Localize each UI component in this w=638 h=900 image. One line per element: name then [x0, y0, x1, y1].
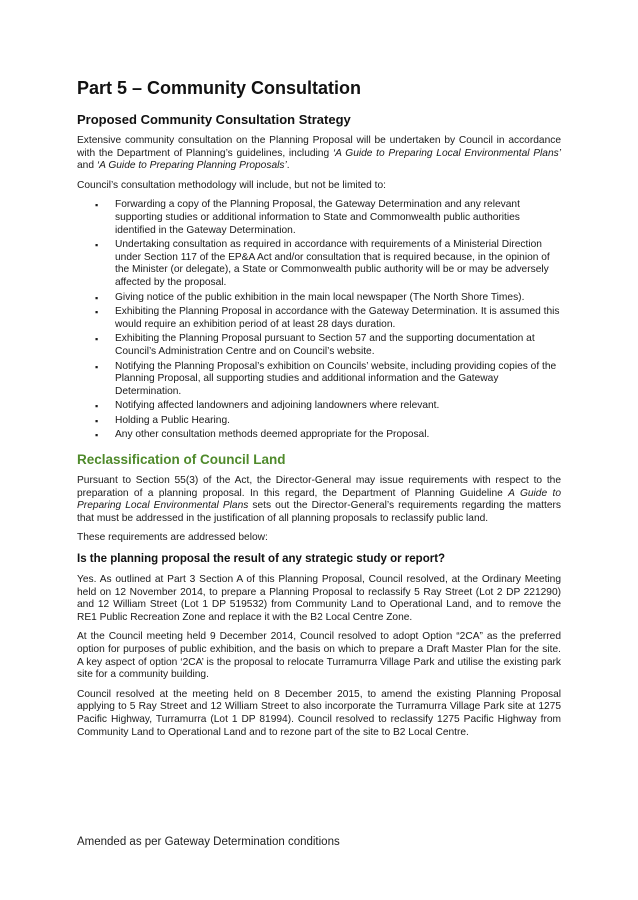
consultation-list — [77, 199, 561, 442]
reclass-para-2: These requirements are addressed below: — [77, 532, 268, 544]
bullet-icon: ▪ — [95, 401, 99, 412]
list-item: ▪ Exhibiting the Planning Proposal pursuant to Section 57 and the supporting documentation at Council’s Administration Centre and on Council’s website. — [95, 333, 535, 357]
bullet-icon: ▪ — [95, 307, 99, 318]
bullet-icon: ▪ — [95, 334, 99, 345]
bullet-icon: ▪ — [95, 200, 99, 211]
document-body — [77, 78, 561, 746]
reclass-heading: Reclassification of Council Land — [77, 452, 286, 468]
list-item: ▪ Exhibiting the Planning Proposal in accordance with the Gateway Determination. It is assumed this would require an exhibition period of at least 28 days duration. — [95, 306, 560, 330]
bullet-icon: ▪ — [95, 415, 99, 426]
question-heading: Is the planning proposal the result of any strategic study or report? — [77, 553, 446, 566]
question-para-3: Council resolved at the meeting held on 8 December 2015, to amend the existing Planning Proposal applying to 5 Ray Street and 12 William Street to also incorporate the Turramurra Village Park site at 1275 Pacific Highway, Turramurra (Lot 1 DP 81994). Council resolved to reclassify 1275 Pacific Highway from Community Land to Operational Land and to rezone part of the site to B2 Local Centre. — [77, 688, 561, 738]
strategy-intro: Extensive community consultation on the Planning Proposal will be undertaken by Council in accordance with the Department of Planning’s guidelines, including ‘A Guide to Preparing Local Environmental Plans’ and ‘A Guide to Preparing Planning Proposals’. — [77, 135, 561, 172]
part-title: Part 5 – Community Consultation — [77, 78, 362, 98]
strategy-heading: Proposed Community Consultation Strategy — [77, 112, 351, 127]
list-item: ▪ Holding a Public Hearing. — [95, 414, 230, 426]
guide-title-lep-2: A Guide to Preparing Local Environmental Plans — [77, 487, 561, 512]
list-item: ▪ Forwarding a copy of the Planning Proposal, the Gateway Determination and any relevant supporting studies or additional information to State and Commonwealth public authorities identified in the Gateway Determination. — [95, 199, 520, 236]
list-item: ▪ Undertaking consultation as required in accordance with requirements of a Ministerial Direction under Section 117 of the EP&A Act and/or consultation that is required because, in the opinion of the Minister (or delegate), a State or Commonwealth public authority will be or may be adversely affected by the proposal. — [95, 239, 550, 288]
question-para-2: At the Council meeting held 9 December 2014, Council resolved to adopt Option “2CA” as the preferred option for purposes of public exhibition, and the basis on which to prepare a Draft Master Plan for the site. A key aspect of option ‘2CA’ is the proposal to relocate Turramurra Village Park and utilise the existing park site for a community building. — [77, 631, 561, 681]
bullet-icon: ▪ — [95, 361, 99, 372]
list-item: ▪ Any other consultation methods deemed appropriate for the Proposal. — [95, 429, 430, 441]
guide-title-pp: ‘A Guide to Preparing Planning Proposals’ — [96, 160, 287, 172]
bullet-icon: ▪ — [95, 292, 99, 303]
list-item: ▪ Notifying affected landowners and adjoining landowners where relevant. — [95, 400, 440, 412]
list-item: ▪ Giving notice of the public exhibition in the main local newspaper (The North Shore Times). — [95, 291, 525, 303]
question-para-1: Yes. As outlined at Part 3 Section A of this Planning Proposal, Council resolved, at the Ordinary Meeting held on 12 November 2014, to prepare a Planning Proposal to reclassify 5 Ray Street (Lot 2 DP 221290) and 12 William Street (Lot 1 DP 519532) from Community Land to Operational Land, and to remove the RE1 Public Recreation Zone and replace it with the B2 Local Centre Zone. — [77, 574, 561, 623]
list-item: ▪ Notifying the Planning Proposal’s exhibition on Councils’ website, including providing copies of the Planning Proposal, all supporting studies and additional information and the Gateway Determination. — [95, 360, 557, 397]
page-footer: Amended as per Gateway Determination conditions — [77, 836, 340, 848]
method-lead: Council’s consultation methodology will include, but not be limited to: — [77, 179, 387, 191]
bullet-icon: ▪ — [95, 240, 99, 251]
bullet-icon: ▪ — [95, 430, 99, 441]
reclass-para-1: Pursuant to Section 55(3) of the Act, the Director-General may issue requirements with respect to the preparation of a planning proposal. In this regard, the Department of Planning Guideline A Guide to Preparing Local Environmental Plans sets out the Director-General’s requirements regarding the matters that must be addressed in the justification of all planning proposals to reclassify public land. — [77, 475, 561, 524]
guide-title-lep: ‘A Guide to Preparing Local Environmental Plans’ — [332, 147, 561, 159]
